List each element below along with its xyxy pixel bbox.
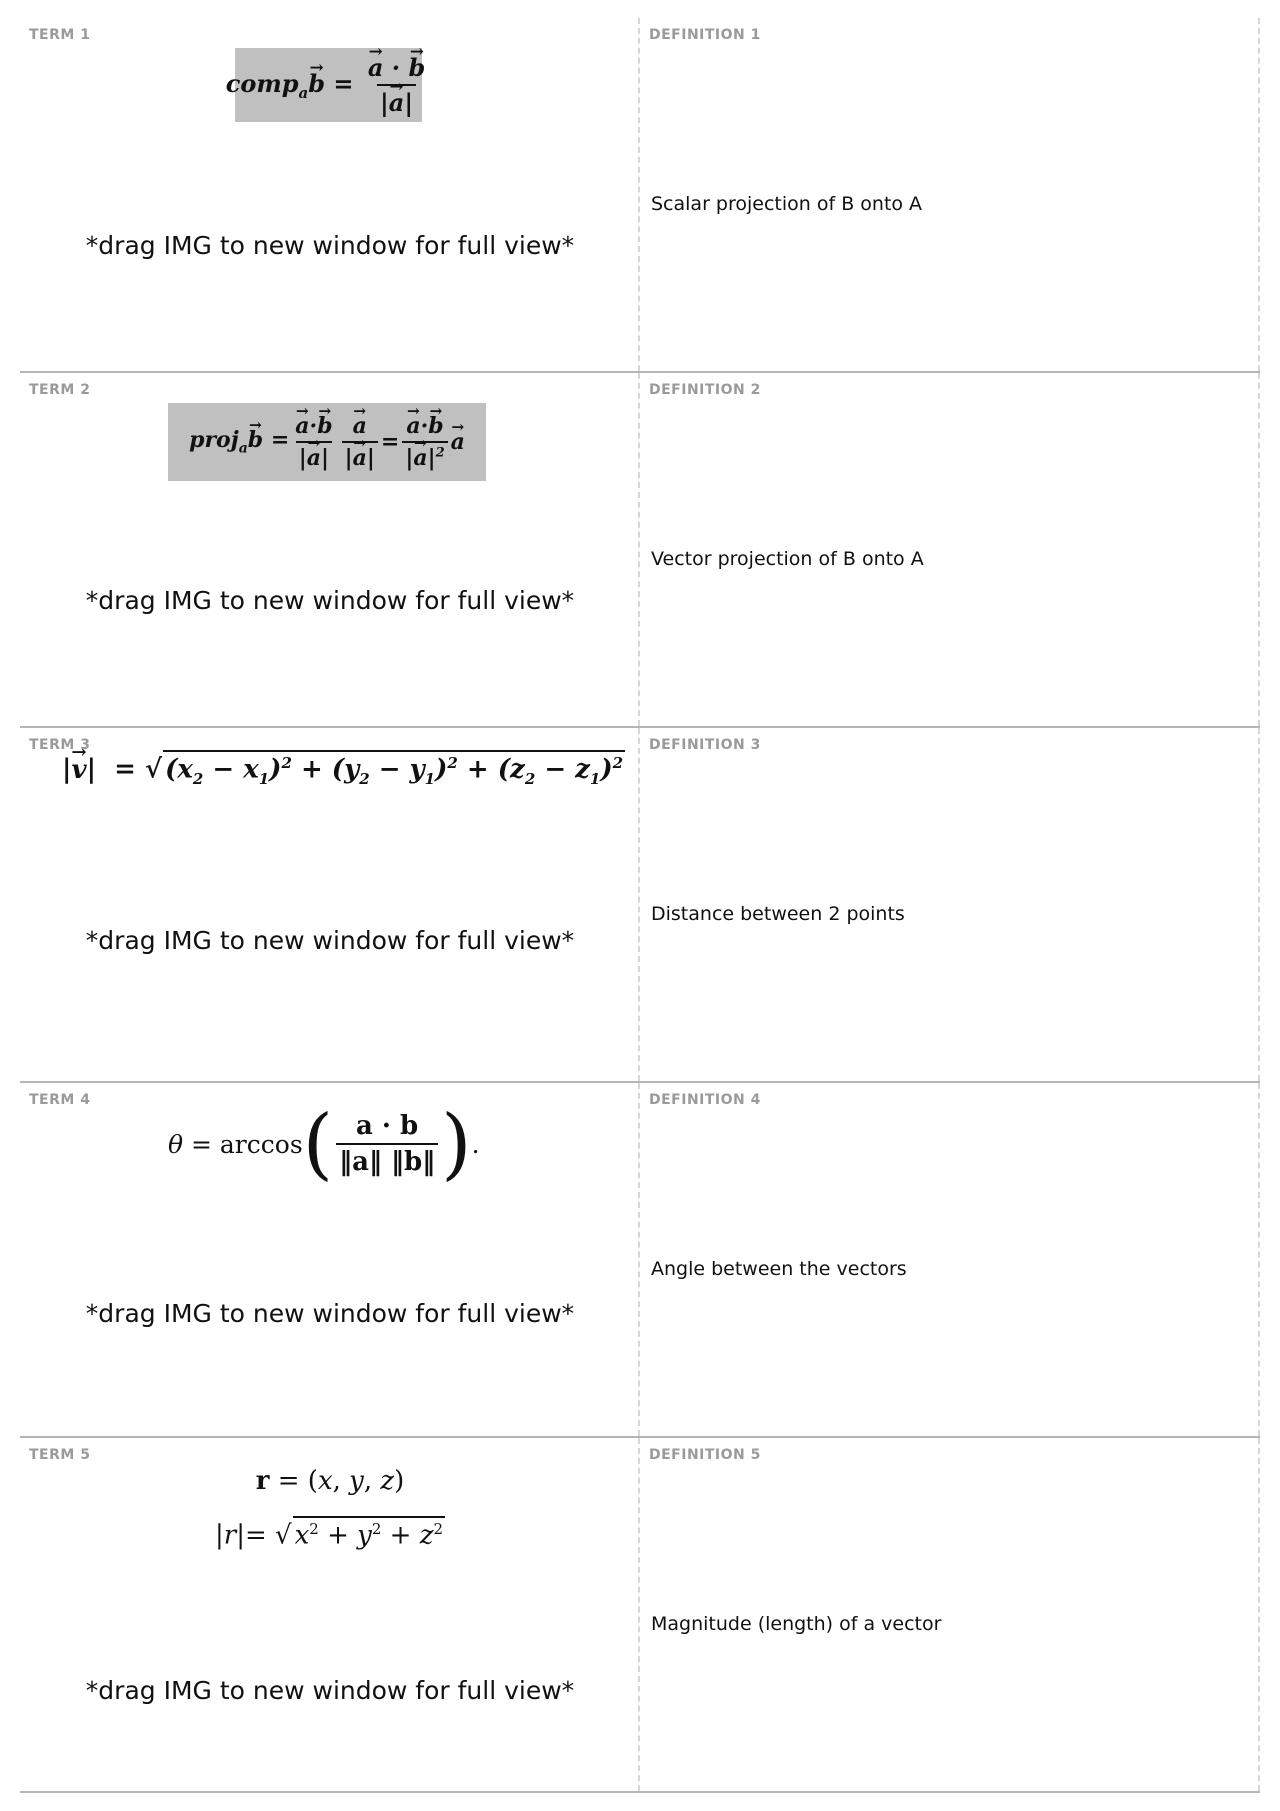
drag-hint: *drag IMG to new window for full view* — [85, 231, 575, 260]
card-row-4 — [20, 1083, 1260, 1438]
card-row-3 — [20, 728, 1260, 1083]
definition-text: Distance between 2 points — [651, 903, 905, 925]
definition-cell-3 — [640, 728, 1260, 1081]
card-row-5 — [20, 1438, 1260, 1793]
definition-tag: DEFINITION 3 — [649, 737, 761, 753]
drag-hint: *drag IMG to new window for full view* — [85, 926, 575, 955]
definition-tag: DEFINITION 5 — [649, 1447, 761, 1463]
definition-cell-5 — [640, 1438, 1260, 1791]
term-tag: TERM 2 — [29, 382, 91, 398]
formula-image[interactable]: proj$_a$b → = $\frac{a \to\cdot b \to}{|a \to|}$ $\frac{a \to}{|a \to|}$ = $\frac{a \to\cdot b \to}{|a \to|^2}$ a → — [168, 403, 486, 481]
definition-text: Angle between the vectors — [651, 1258, 907, 1280]
definition-cell-1 — [640, 18, 1260, 371]
term-cell-3 — [20, 728, 640, 1081]
formula-image[interactable]: |v →| = √ $(x_2 - x_1)^2 + (y_2 - y_1)^2 + (z_2 - z_1)^2$ — [62, 750, 625, 788]
term-tag: TERM 5 — [29, 1447, 91, 1463]
formula-image[interactable]: comp$_a$b → = $\frac{a \to \cdot b \to}{|a \to|}$ — [235, 48, 422, 122]
term-cell-4 — [20, 1083, 640, 1436]
flashcard-sheet — [20, 18, 1260, 1793]
term-cell-2 — [20, 373, 640, 726]
definition-text: Vector projection of B onto A — [651, 548, 924, 570]
definition-cell-2 — [640, 373, 1260, 726]
term-cell-5 — [20, 1438, 640, 1791]
definition-tag: DEFINITION 1 — [649, 27, 761, 43]
term-cell-1 — [20, 18, 640, 371]
definition-tag: DEFINITION 2 — [649, 382, 761, 398]
definition-tag: DEFINITION 4 — [649, 1092, 761, 1108]
drag-hint: *drag IMG to new window for full view* — [85, 586, 575, 615]
term-tag: TERM 4 — [29, 1092, 91, 1108]
term-tag: TERM 3 — [29, 737, 91, 753]
definition-text: Magnitude (length) of a vector — [651, 1613, 942, 1635]
formula-image[interactable]: r = (x, y, z) |r|= √ $x^2 + y^2 + z^2$ — [215, 1466, 443, 1551]
card-row-1 — [20, 18, 1260, 373]
definition-text: Scalar projection of B onto A — [651, 193, 923, 215]
drag-hint: *drag IMG to new window for full view* — [85, 1676, 575, 1705]
definition-cell-4 — [640, 1083, 1260, 1436]
drag-hint: *drag IMG to new window for full view* — [85, 1299, 575, 1328]
term-tag: TERM 1 — [29, 27, 91, 43]
card-row-2 — [20, 373, 1260, 728]
formula-image[interactable]: θ = arccos ( $\frac{a \cdot b}{‖a‖ ‖b‖}$ ) . — [168, 1099, 480, 1189]
